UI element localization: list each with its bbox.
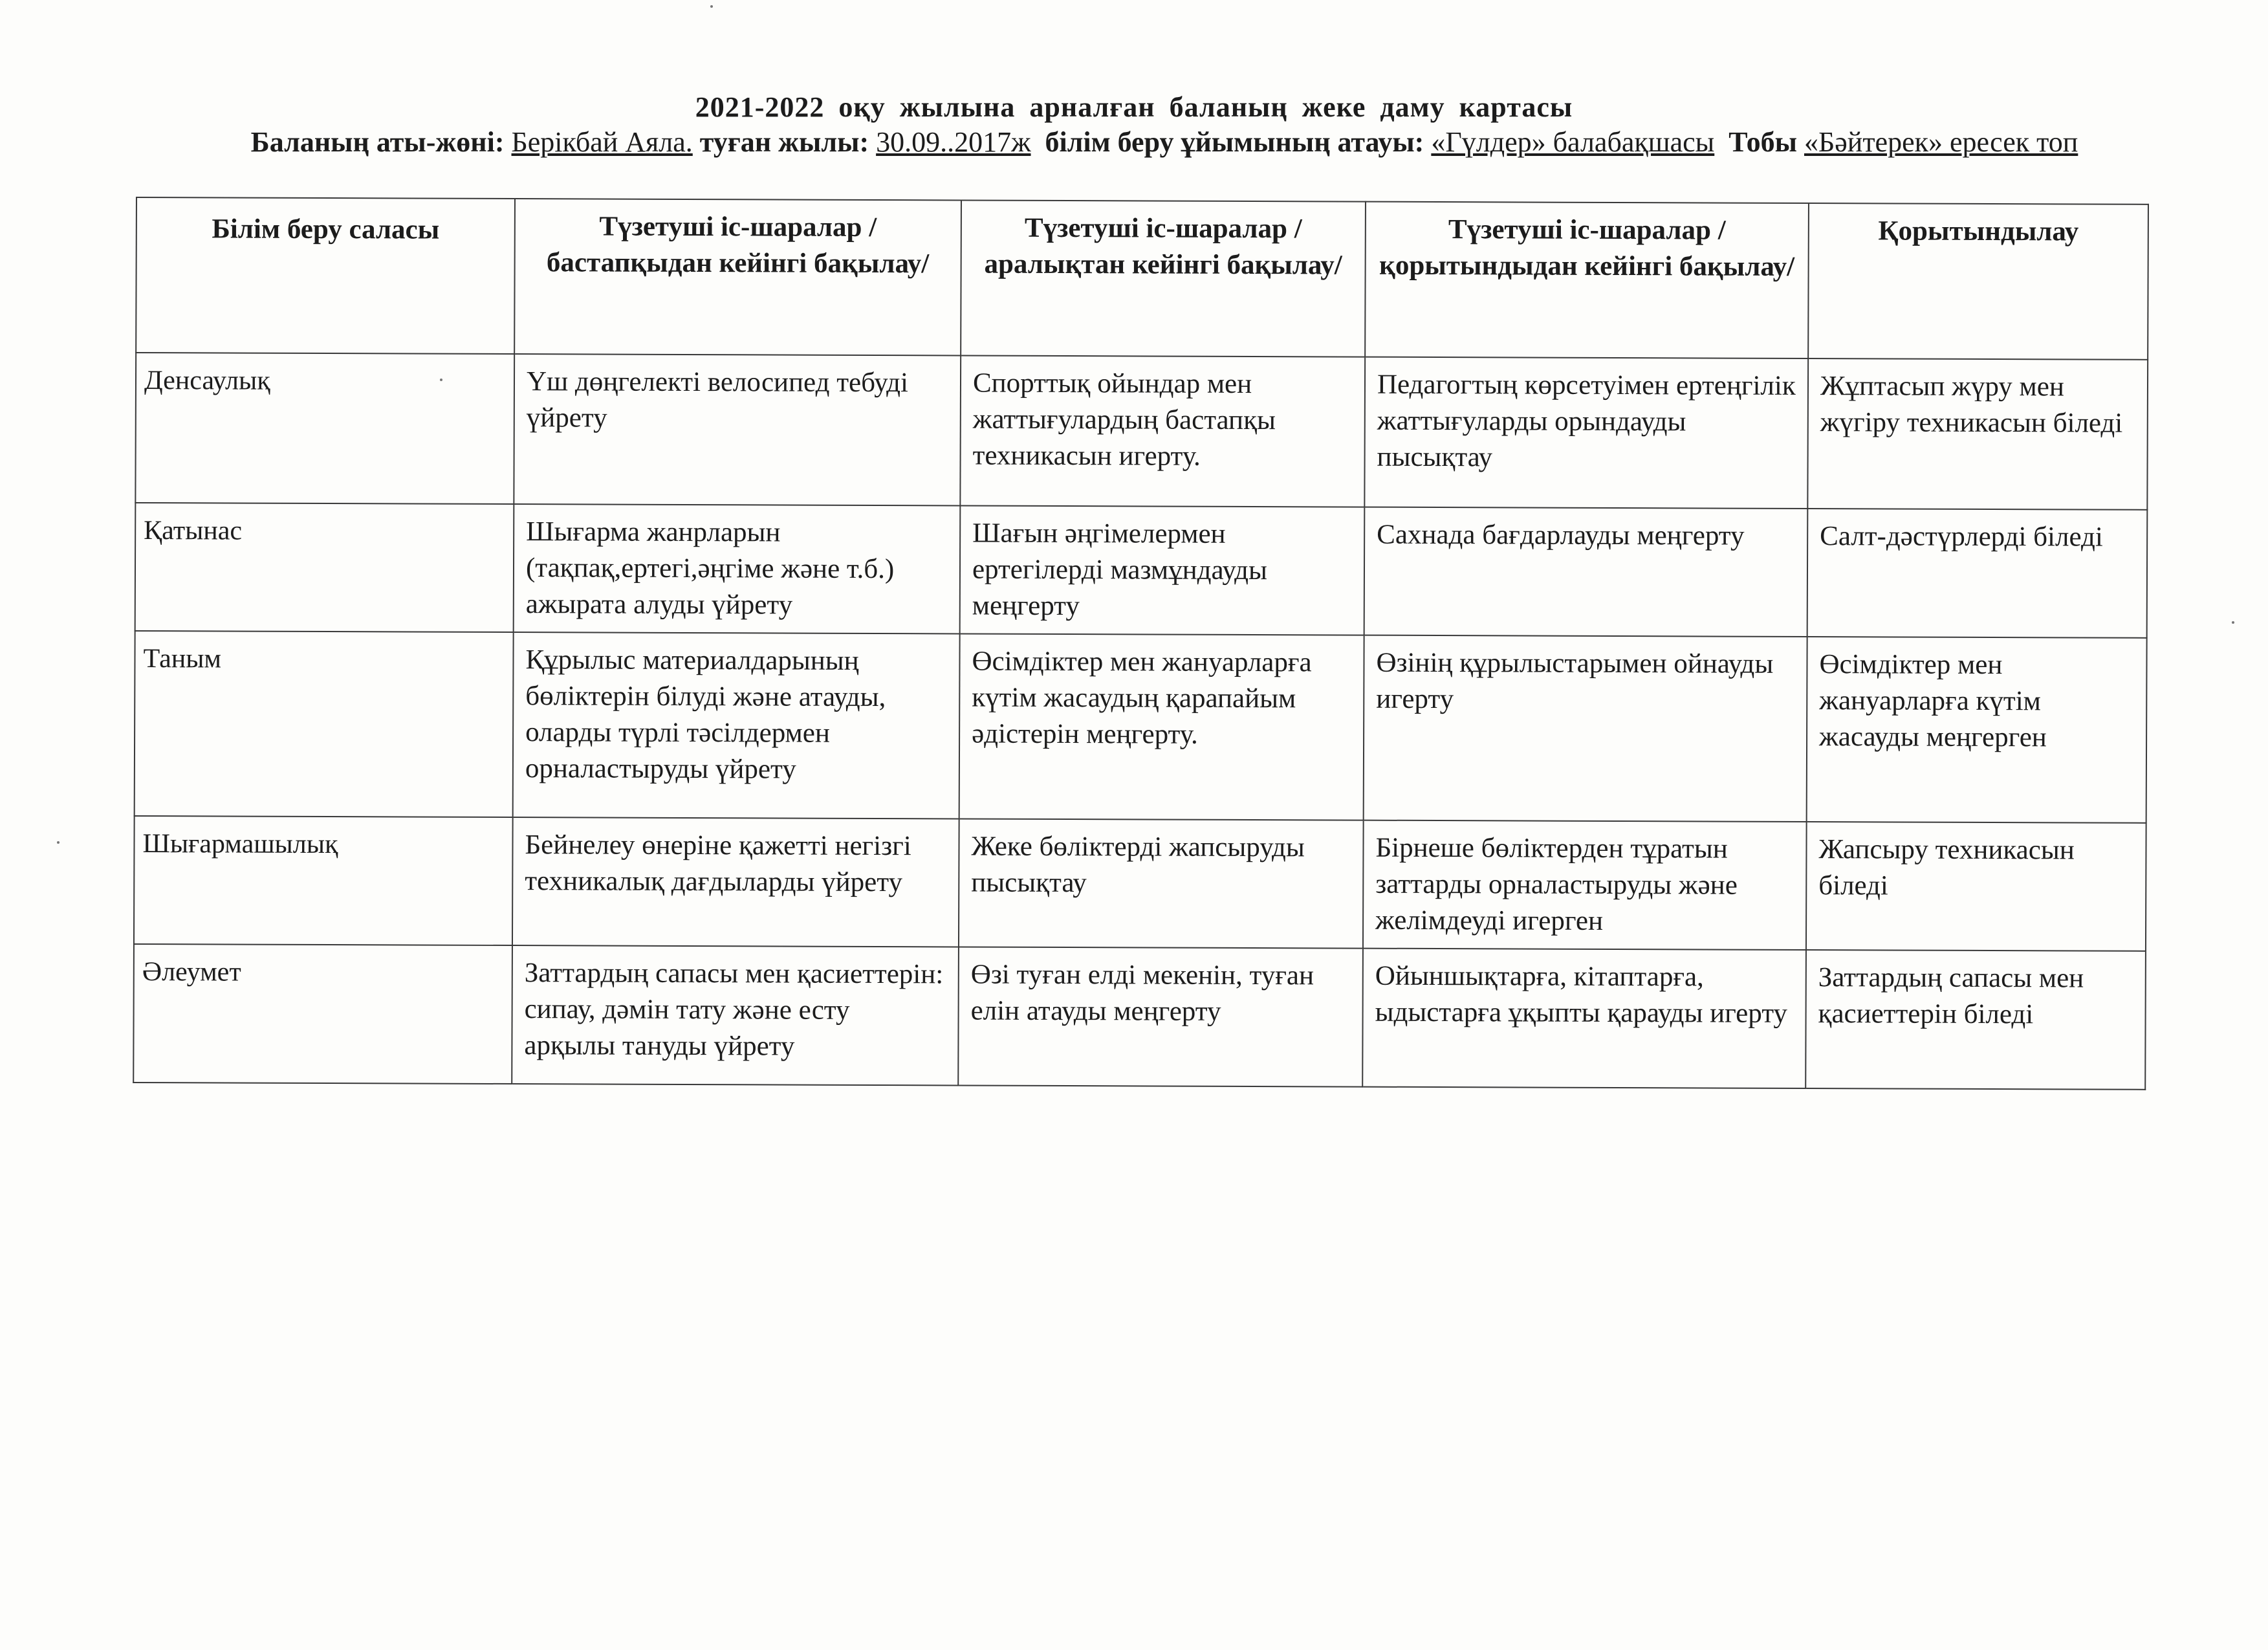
table-header-row <box>136 197 2148 360</box>
cell-summary: Жұптасып жүру мен жүгіру техникасын біледі <box>1807 358 2148 510</box>
cell-initial: Бейнелеу өнеріне қажетті негізгі техникалық дағдыларды үйрету <box>512 817 959 947</box>
document-title: 2021-2022 оқу жылына арналған баланың жеке даму картасы <box>695 91 1573 123</box>
cell-area: Әлеумет <box>133 944 512 1084</box>
cell-summary: Заттардың сапасы мен қасиеттерін біледі <box>1805 950 2146 1090</box>
table-row <box>135 353 2148 510</box>
group-value: «Бәйтерек» ересек топ <box>1804 126 2078 158</box>
birth-label: туған жылы: <box>699 126 869 158</box>
cell-final: Сахнада бағдарлауды меңгерту <box>1364 507 1808 637</box>
name-label: Баланың аты-жөні: <box>250 126 505 158</box>
header-summary: Қорытындылау <box>1808 203 2148 360</box>
child-info-line <box>188 124 2141 160</box>
cell-final: Ойыншықтарға, кітаптарға, ыдыстарға ұқыпты қарауды игерту <box>1362 949 1806 1088</box>
cell-summary: Салт-дәстүрлерді біледі <box>1807 509 2148 638</box>
name-value: Берікбай Аяла. <box>511 126 693 158</box>
scan-speck <box>710 5 713 8</box>
cell-final: Педагогтың көрсетуімен ертеңгілік жаттығуларды орындауды пысықтау <box>1364 357 1808 509</box>
cell-intermediate: Өзі туған елді мекенін, туған елін атауды меңгерту <box>958 947 1363 1086</box>
table-row <box>135 631 2147 823</box>
cell-summary: Жапсыру техникасын біледі <box>1806 822 2146 951</box>
development-card-table <box>133 197 2149 1090</box>
cell-final: Бірнеше бөліктерден тұратын заттарды орналастыруды және желімдеуді игерген <box>1363 820 1807 950</box>
cell-initial: Шығарма жанрларын (тақпақ,ертегі,әңгіме және т.б.) ажырата алуды үйрету <box>514 504 961 633</box>
cell-intermediate: Өсімдіктер мен жануарларға күтім жасаудың қарапайым әдістерін меңгерту. <box>959 633 1364 820</box>
table-row <box>133 944 2146 1090</box>
cell-intermediate: Жеке бөліктерді жапсыруды пысықтау <box>959 819 1364 948</box>
cell-initial: Заттардың сапасы мен қасиеттерін: сипау, дәмін тату және есту арқылы тануды үйрету <box>512 945 959 1085</box>
scan-speck <box>440 379 442 381</box>
cell-summary: Өсімдіктер мен жануарларға күтім жасауды меңгерген <box>1807 637 2147 823</box>
cell-area: Денсаулық <box>135 353 514 504</box>
org-label: білім беру ұйымының атауы: <box>1045 126 1424 158</box>
cell-intermediate: Шағын әңгімелермен ертегілерді мазмұндауды меңгерту <box>960 505 1365 635</box>
header-intermediate: Түзетуші іс-шаралар / аралықтан кейінгі бақылау/ <box>961 200 1366 357</box>
cell-initial: Үш дөңгелекті велосипед тебуді үйрету <box>514 354 961 505</box>
scan-speck <box>57 841 60 844</box>
cell-area: Таным <box>135 631 514 817</box>
cell-intermediate: Спорттық ойындар мен жаттығулардың бастапқы техникасын игерту. <box>960 355 1365 507</box>
header-area: Білім беру саласы <box>136 197 515 354</box>
table-row <box>135 503 2148 638</box>
table-row <box>134 816 2146 951</box>
birth-value: 30.09..2017ж <box>876 126 1031 158</box>
cell-area: Шығармашылық <box>134 816 513 945</box>
cell-initial: Құрылыс материалдарының бөліктерін білуді және атауды, оларды түрлі тәсілдермен орналастыруды үйрету <box>513 632 960 819</box>
group-label: Тобы <box>1728 126 1797 158</box>
header-initial: Түзетуші іс-шаралар /бастапқыдан кейінгі бақылау/ <box>514 199 961 355</box>
header-final: Түзетуші іс-шаралар / қорытындыдан кейінгі бақылау/ <box>1365 202 1809 358</box>
scan-speck <box>2232 621 2234 624</box>
cell-final: Өзінің құрылыстарымен ойнауды игерту <box>1364 635 1807 822</box>
org-value: «Гүлдер» балабақшасы <box>1431 126 1715 158</box>
cell-area: Қатынас <box>135 503 514 632</box>
